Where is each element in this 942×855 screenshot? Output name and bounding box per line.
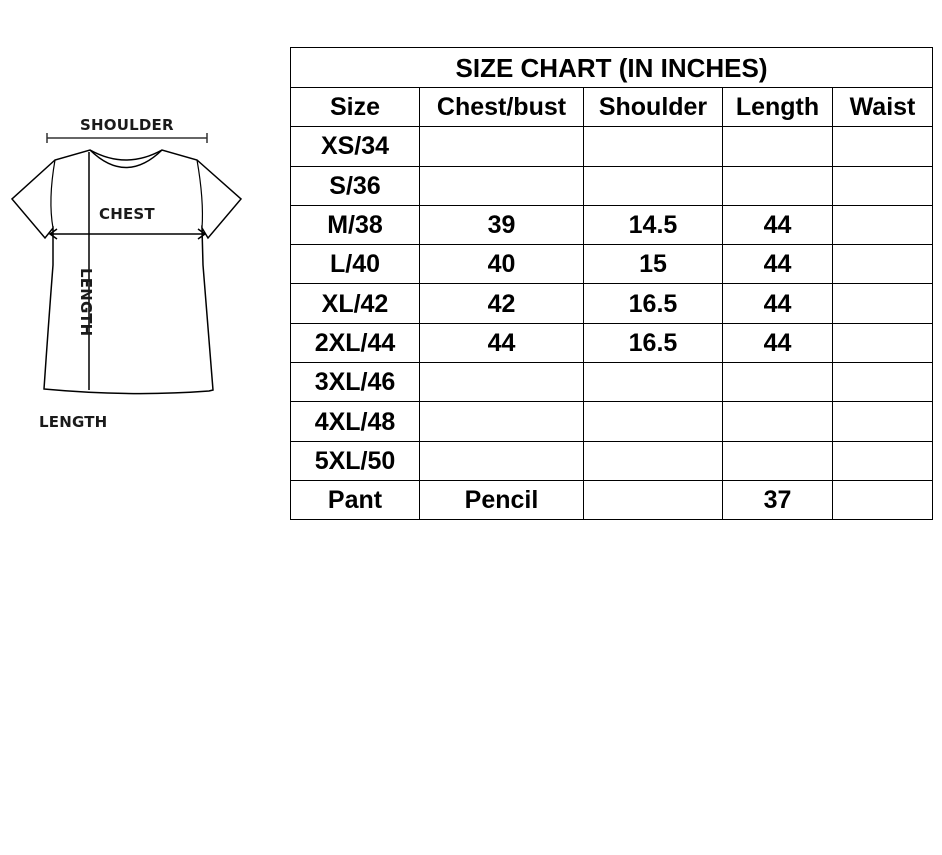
header-size: Size	[291, 88, 420, 127]
cell-shoulder	[584, 127, 723, 166]
table-row	[291, 323, 933, 362]
cell-size: 5XL/50	[291, 441, 420, 480]
chest-label: CHEST	[99, 205, 155, 223]
cell-chest: 42	[420, 284, 584, 323]
cell-waist	[833, 363, 933, 402]
cell-waist	[833, 284, 933, 323]
cell-waist	[833, 402, 933, 441]
cell-chest: Pencil	[420, 480, 584, 519]
cell-length	[723, 441, 833, 480]
cell-size: M/38	[291, 205, 420, 244]
table-row	[291, 205, 933, 244]
cell-shoulder: 16.5	[584, 323, 723, 362]
cell-length: 37	[723, 480, 833, 519]
cell-waist	[833, 323, 933, 362]
length-vertical-label: LENGTH	[77, 268, 95, 337]
cell-size: L/40	[291, 245, 420, 284]
cell-shoulder: 15	[584, 245, 723, 284]
cell-size: Pant	[291, 480, 420, 519]
table-row	[291, 441, 933, 480]
table-title-row	[291, 48, 933, 88]
table-row	[291, 127, 933, 166]
cell-length	[723, 166, 833, 205]
cell-length: 44	[723, 245, 833, 284]
shoulder-label: SHOULDER	[80, 116, 174, 134]
cell-size: XS/34	[291, 127, 420, 166]
cell-size: XL/42	[291, 284, 420, 323]
header-shoulder: Shoulder	[584, 88, 723, 127]
table-row	[291, 166, 933, 205]
cell-waist	[833, 245, 933, 284]
header-waist: Waist	[833, 88, 933, 127]
cell-chest	[420, 363, 584, 402]
length-label: LENGTH	[39, 413, 108, 431]
table-title: SIZE CHART (IN INCHES)	[291, 48, 933, 88]
cell-size: 3XL/46	[291, 363, 420, 402]
cell-shoulder	[584, 402, 723, 441]
table-header-row	[291, 88, 933, 127]
tshirt-measurement-diagram	[0, 100, 260, 440]
cell-length	[723, 402, 833, 441]
cell-length: 44	[723, 284, 833, 323]
cell-waist	[833, 205, 933, 244]
cell-waist	[833, 480, 933, 519]
cell-length: 44	[723, 205, 833, 244]
cell-waist	[833, 127, 933, 166]
cell-size: 4XL/48	[291, 402, 420, 441]
cell-chest: 44	[420, 323, 584, 362]
cell-shoulder	[584, 166, 723, 205]
cell-waist	[833, 166, 933, 205]
table-row	[291, 245, 933, 284]
cell-shoulder	[584, 480, 723, 519]
cell-chest: 40	[420, 245, 584, 284]
cell-chest	[420, 441, 584, 480]
table-row	[291, 480, 933, 519]
cell-shoulder	[584, 441, 723, 480]
cell-length: 44	[723, 323, 833, 362]
cell-waist	[833, 441, 933, 480]
tshirt-outline-icon	[0, 100, 260, 440]
cell-chest: 39	[420, 205, 584, 244]
cell-chest	[420, 402, 584, 441]
cell-length	[723, 127, 833, 166]
table-row	[291, 284, 933, 323]
cell-chest	[420, 166, 584, 205]
cell-shoulder: 14.5	[584, 205, 723, 244]
size-chart-table	[290, 47, 933, 520]
cell-chest	[420, 127, 584, 166]
cell-shoulder: 16.5	[584, 284, 723, 323]
cell-length	[723, 363, 833, 402]
cell-size: 2XL/44	[291, 323, 420, 362]
cell-shoulder	[584, 363, 723, 402]
table-row	[291, 363, 933, 402]
table-row	[291, 402, 933, 441]
header-chest: Chest/bust	[420, 88, 584, 127]
cell-size: S/36	[291, 166, 420, 205]
header-length: Length	[723, 88, 833, 127]
